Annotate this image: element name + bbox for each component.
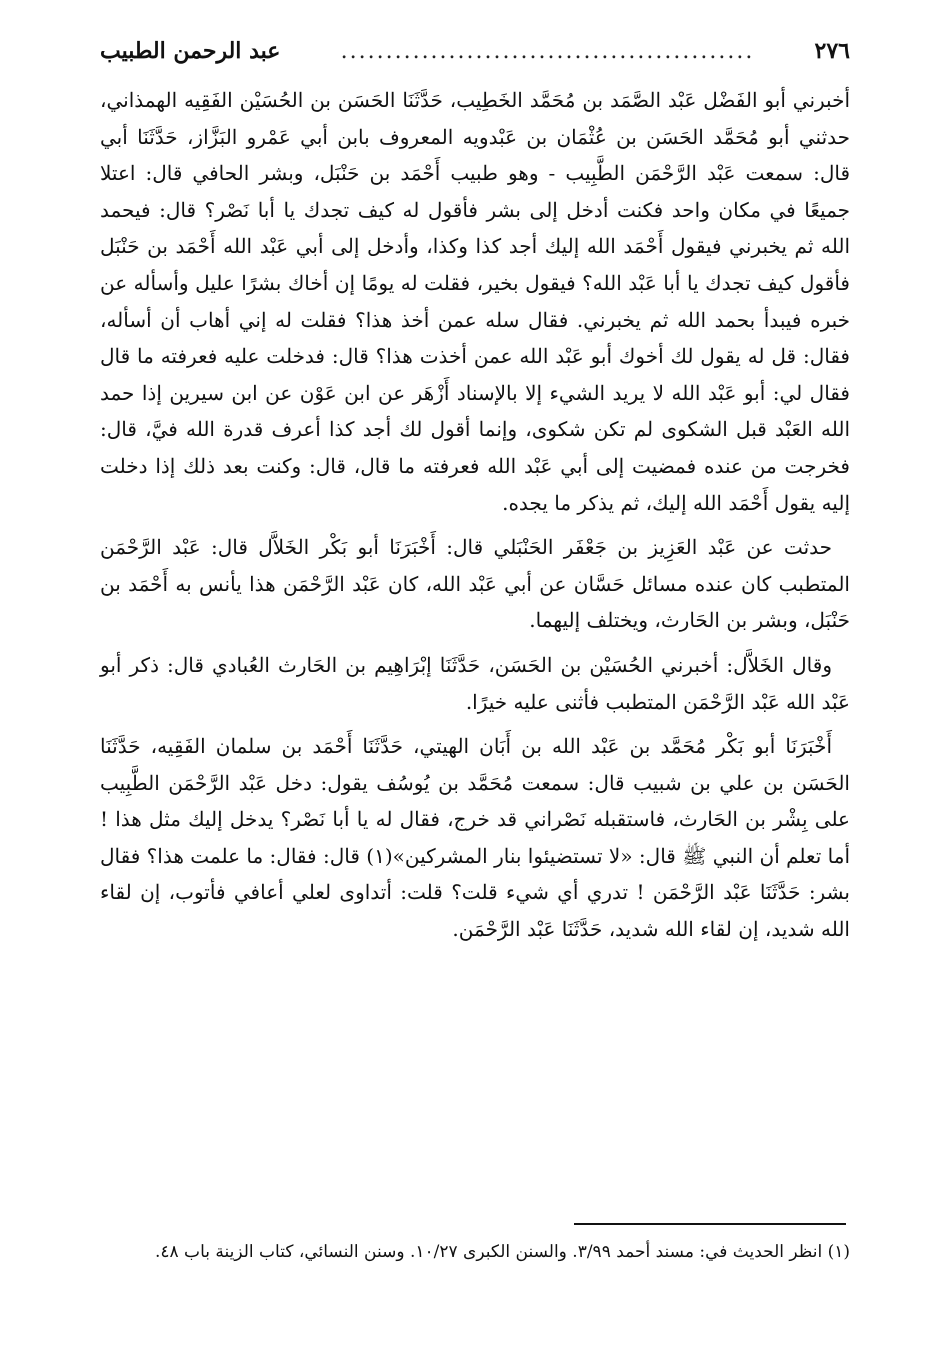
paragraph: حدثت عن عَبْد العَزِيز بن جَعْفَر الحَنْبَلي قال: أَخْبَرَنَا أبو بَكْر الخَلاَّل قال: عَبْد الرَّحْمَن المتطبب كان عنده مسائل حَسَّان عن أبي عَبْد الله، كان عَبْد الرَّحْمَن هذا يأنس به أَحْمَد بن حَنْبَل، وبشر بن الحَارث، ويختلف إليهما. <box>100 535 850 633</box>
running-title: عبد الرحمن الطبيب <box>100 38 281 64</box>
footnote-separator <box>574 1223 846 1225</box>
page-number: ٢٧٦ <box>814 38 850 64</box>
page-content <box>100 38 850 956</box>
paragraph: أخبرني أبو الفَضْل عَبْد الصَّمَد بن مُحَمَّد الخَطِيب، حَدَّثَنَا الحَسَن بن الحُسَيْن الفَقِيه الهمذاني، حدثني أبو مُحَمَّد الحَسَن بن عُثْمَان بن عَبْدويه المعروف بابن أبي عَمْرو البَزَّاز، حَدَّثَنَا أبي قال: سمعت عَبْد الرَّحْمَن الطَّبِيب - وهو طبيب أَحْمَد بن حَنْبَل، وبشر الحافي قال: اعتلا جميعًا في مكان واحد فكنت أدخل إلى بشر فأقول له كيف تجدك يا أبا نَصْر؟ قال: فيحمد الله ثم يخبرني فيقول أَحْمَد الله إليك أجد كذا وكذا، وأدخل إلى أبي عَبْد الله أَحْمَد بن حَنْبَل فأقول كيف تجدك يا أبا عَبْد الله؟ فيقول بخير، فقلت له يومًا إن أخاك بشرًا عليل وأسأله عن خبره فيبدأ بحمد الله ثم يخبرني. فقال سله عمن أخذ هذا؟ فقلت له إني أهاب أن أسأله، فقال: قل له يقول لك أخوك أبو عَبْد الله عمن أخذت هذا؟ قال: فدخلت عليه فعرفته ما قال فقال لي: أبو عَبْد الله لا يريد الشيء إلا بالإسناد أَزْهَر عن ابن عَوْن عن ابن سيرين إذا حمد الله العَبْد قبل الشكوى لم تكن شكوى، وإنما أقول لك أجد كذا أعرف قدرة الله فيَّ، قال: فخرجت من عنده فمضيت إلى أبي عَبْد الله فعرفته ما قال، قال: وكنت بعد ذلك إذا دخلت إليه يقول أَحْمَد الله إليك، ثم يذكر ما يجده. <box>100 88 851 515</box>
paragraph: وقال الخَلاَّل: أخبرني الحُسَيْن بن الحَسَن، حَدَّثَنَا إبْرَاهِيم بن الحَارث العُبادي قال: ذكر أبو عَبْد الله عَبْد الرَّحْمَن المتطبب فأثنى عليه خيرًا. <box>100 652 850 714</box>
leader-dots: .............................................. <box>340 39 755 64</box>
footnote: (١) انظر الحديث في: مسند أحمد ٣/٩٩. والسنن الكبرى ١٠/٢٧. وسنن النسائي، كتاب الزينة باب ٤٨. <box>154 1242 850 1262</box>
page-header <box>100 38 850 72</box>
paragraph: أَخْبَرَنَا أبو بَكْر مُحَمَّد بن عَبْد الله بن أَبَان الهيتي، حَدَّثَنَا أَحْمَد بن سلمان الفَقِيه، حَدَّثَنَا الحَسَن بن علي بن شبيب قال: سمعت مُحَمَّد بن يُوسُف يقول: دخل عَبْد الرَّحْمَن الطَّبِيب على بِشْر بن الحَارث، فاستقبله نَصْراني قد خرج، فقال له يا أبا نَصْر؟ يدخل إليك مثل هذا ! أما تعلم أن النبي ﷺ قال: «لا تستضيئوا بنار المشركين»(١) قال: فقال: ما علمت هذا؟ فقال بشر: حَدَّثَنَا عَبْد الرَّحْمَن ! تدري أي شيء قلت؟ قلت: أتداوى لعلي أعافي فأتوب، إن لقاء الله شديد، إن لقاء الله شديد، حَدَّثَنَا عَبْد الرَّحْمَن. <box>100 734 850 942</box>
main-text <box>100 82 850 948</box>
